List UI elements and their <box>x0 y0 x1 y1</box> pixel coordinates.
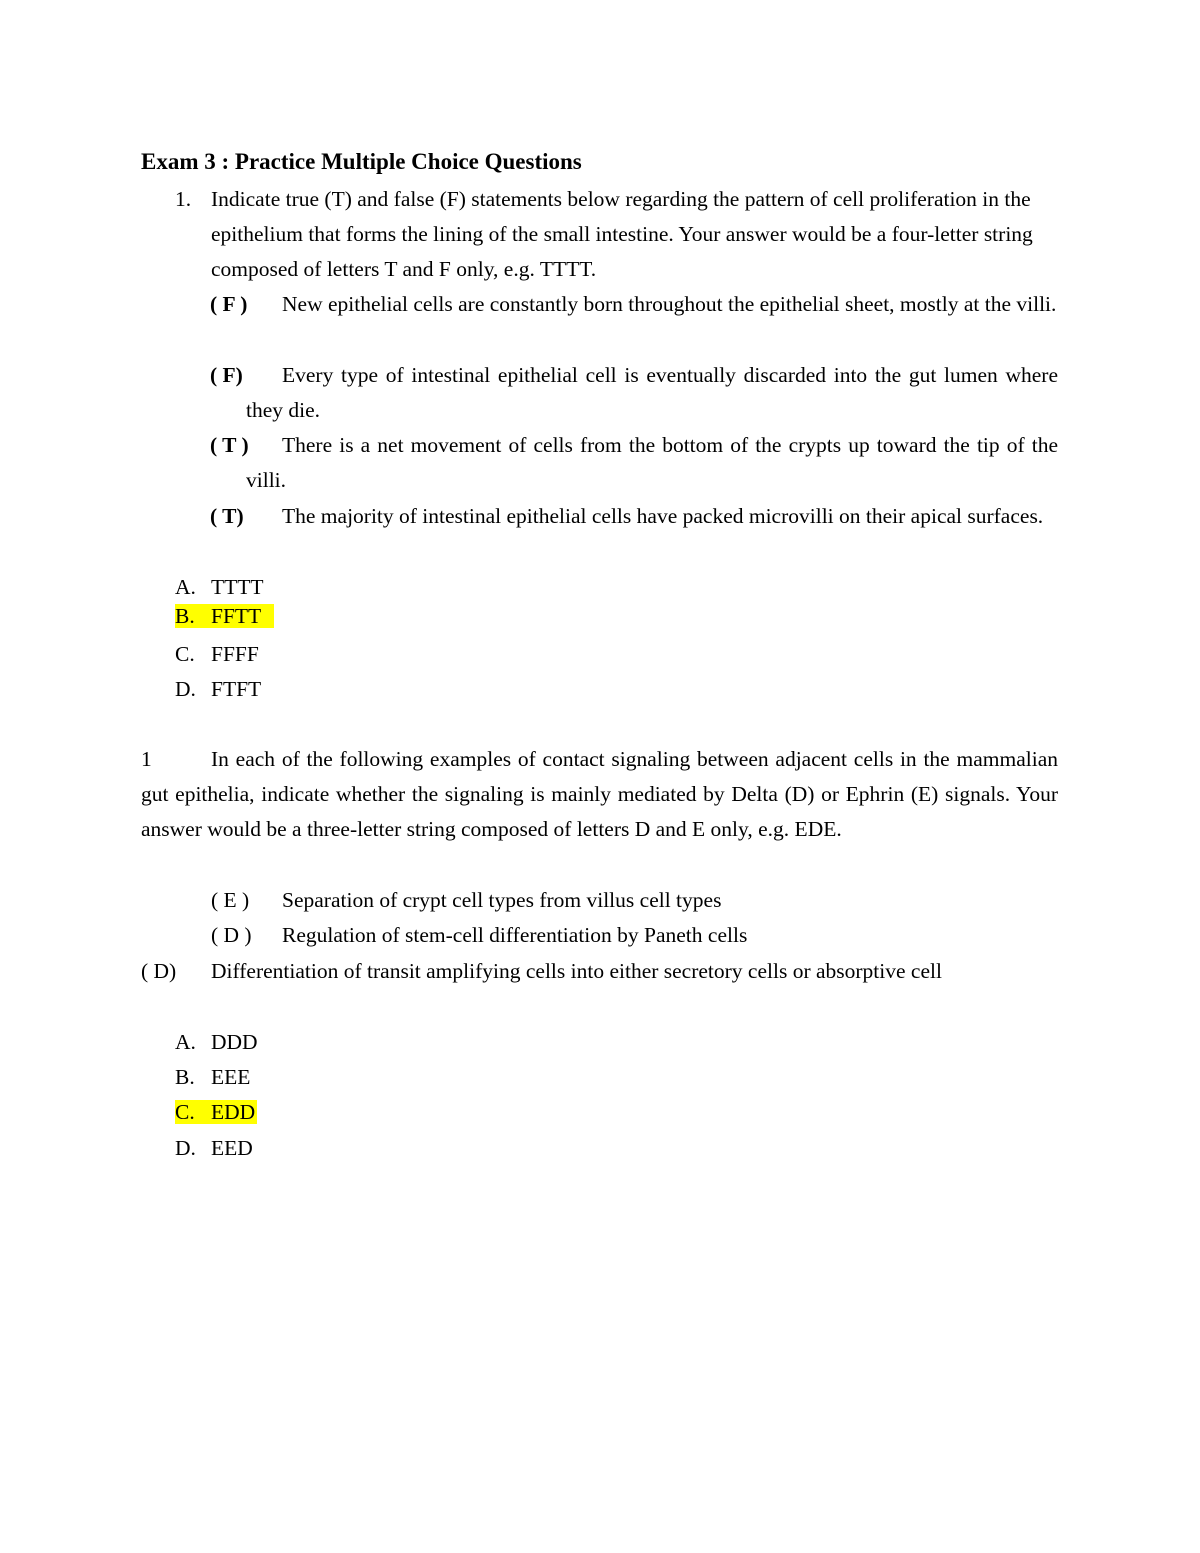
question-2-prompt: 1 In each of the following examples of contact signaling between adjacent cells in the mammalian gut epithelia, indicate whether the signaling is mainly mediated by Delta (D) or Ephrin (E) signals. Your answer would be a three-letter string composed of letters D and E only, e.g. EDE. <box>141 742 1058 847</box>
q2-statement-1 <box>211 886 721 914</box>
q1-option-d: D. FTFT <box>175 677 262 701</box>
q1-option-a: A. TTTT <box>175 575 264 599</box>
question-1-number: 1. <box>175 187 192 211</box>
q2-statement-1-mark: ( E ) <box>211 888 250 912</box>
q1-statement-1-mark: ( F ) <box>210 292 248 316</box>
page-title: Exam 3 : Practice Multiple Choice Questions <box>141 149 582 174</box>
q2-statement-2 <box>211 921 747 949</box>
q2-option-d: D. EED <box>175 1136 253 1160</box>
q1-statement-1 <box>210 287 1058 322</box>
q1-statement-3-text: There is a net movement of cells from the bottom of the crypts up toward the tip of the villi. <box>246 433 1058 492</box>
q1-statement-3 <box>210 428 1058 498</box>
question-1-prompt: Indicate true (T) and false (F) statements below regarding the pattern of cell proliferation in the epithelium that forms the lining of the small intestine. Your answer would be a four-letter string composed of letters T and F only, e.g. TTTT. <box>211 187 1033 281</box>
q1-statement-3-mark: ( T ) <box>210 433 249 457</box>
q2-statement-2-mark: ( D ) <box>211 923 252 947</box>
q2-statement-1-text: Separation of crypt cell types from villus cell types <box>282 888 722 912</box>
q1-statement-4 <box>210 499 1058 534</box>
q1-statement-2-text: Every type of intestinal epithelial cell is eventually discarded into the gut lumen where they die. <box>246 363 1058 422</box>
answer-highlight: B. FFTT <box>175 604 274 628</box>
q2-statement-3-mark: ( D) <box>141 959 177 983</box>
q2-statement-2-text: Regulation of stem-cell differentiation by Paneth cells <box>282 923 748 947</box>
q1-option-b <box>175 601 274 631</box>
q2-statement-3 <box>141 957 942 985</box>
q1-statement-1-text: New epithelial cells are constantly born throughout the epithelial sheet, mostly at the villi. <box>282 292 1057 316</box>
answer-highlight: C. EDD <box>175 1100 256 1124</box>
q2-option-a: A. DDD <box>175 1030 258 1054</box>
q2-option-b: B. EEE <box>175 1065 251 1089</box>
q1-statement-2-mark: ( F) <box>210 363 243 387</box>
q2-statement-3-text: Differentiation of transit amplifying cells into either secretory cells or absorptive cell <box>211 959 942 983</box>
q1-statement-2 <box>210 358 1058 428</box>
q1-option-c: C. FFFF <box>175 642 259 666</box>
q1-statement-4-mark: ( T) <box>210 504 244 528</box>
question-2-number: 1 <box>141 747 152 771</box>
q1-statement-4-text: The majority of intestinal epithelial cells have packed microvilli on their apical surfaces. <box>282 504 1044 528</box>
q2-option-c <box>175 1097 257 1127</box>
